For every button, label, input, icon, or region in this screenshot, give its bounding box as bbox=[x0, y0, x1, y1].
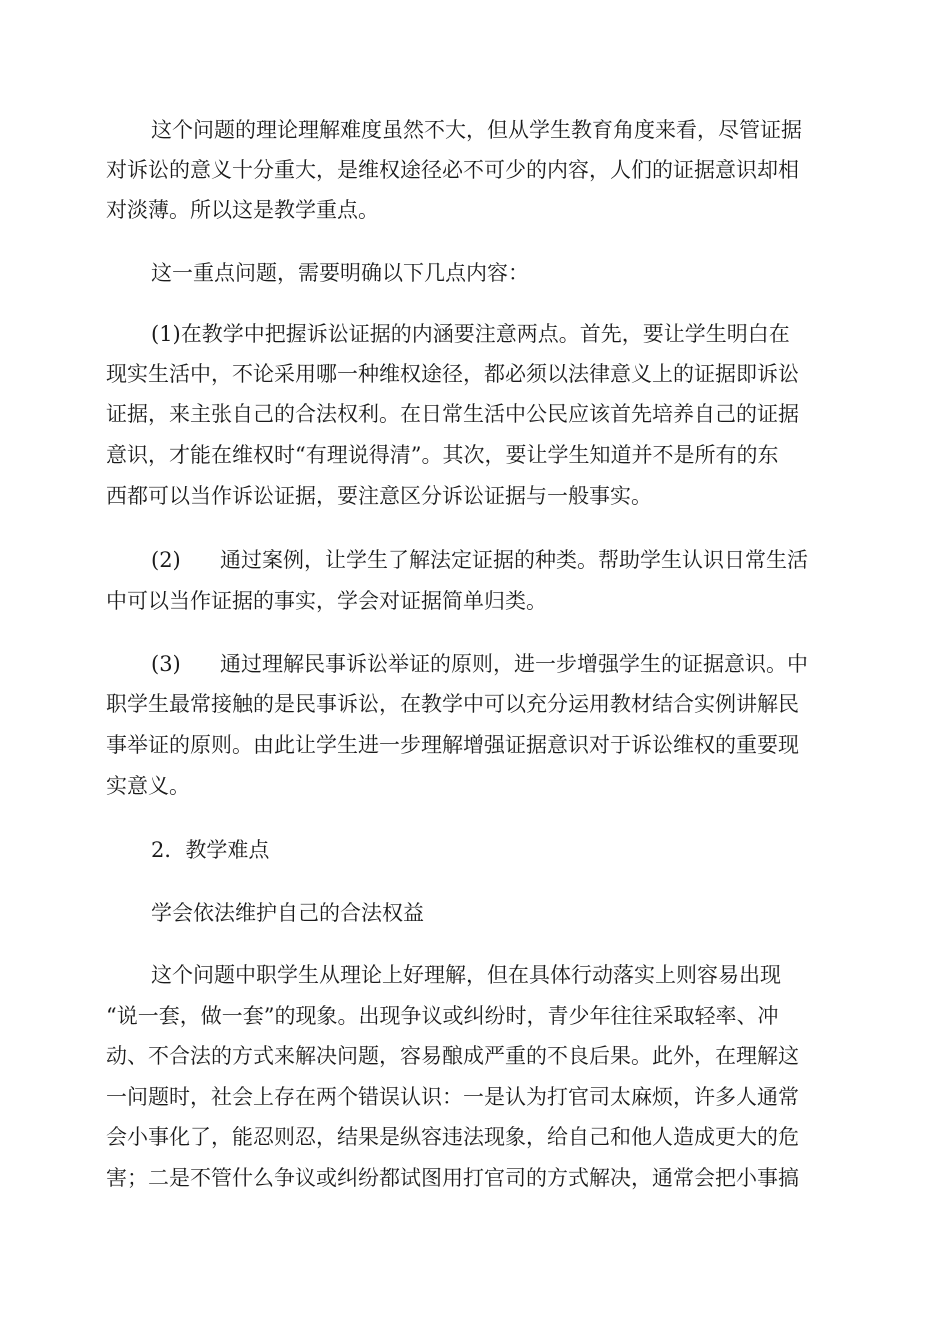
text-line: 西都可以当作诉讼证据，要注意区分诉讼证据与一般事实。 bbox=[106, 484, 652, 508]
paragraph-1-line-1 bbox=[0, 110, 950, 150]
text-line: 这一重点问题，需要明确以下几点内容： bbox=[151, 261, 529, 285]
paragraph-3-line-5 bbox=[0, 476, 950, 516]
paragraph-1-line-2 bbox=[0, 150, 950, 190]
text-line: 通过案例，让学生了解法定证据的种类。帮助学生认识日常生活 bbox=[220, 548, 808, 572]
paragraph-3-line-4 bbox=[0, 435, 950, 475]
section-heading bbox=[0, 830, 950, 870]
paragraph-6-line-2 bbox=[0, 996, 950, 1036]
paragraph-3-line-1 bbox=[0, 314, 950, 354]
paragraph-3-line-2 bbox=[0, 354, 950, 394]
paragraph-1-line-3 bbox=[0, 190, 950, 230]
text-line: 中可以当作证据的事实，学会对证据简单归类。 bbox=[106, 589, 547, 613]
text-line: 这个问题中职学生从理论上好理解，但在具体行动落实上则容易出现 bbox=[151, 963, 781, 987]
paragraph-6-line-5 bbox=[0, 1117, 950, 1157]
text-line: 会小事化了，能忍则忍，结果是纵容违法现象，给自己和他人造成更大的危 bbox=[106, 1125, 799, 1149]
section-subheading bbox=[0, 893, 950, 933]
text-line: 职学生最常接触的是民事诉讼，在教学中可以充分运用教材结合实例讲解民 bbox=[106, 692, 799, 716]
text-line: 事举证的原则。由此让学生进一步理解增强证据意识对于诉讼维权的重要现 bbox=[106, 733, 799, 757]
text-line: 通过理解民事诉讼举证的原则，进一步增强学生的证据意识。中 bbox=[220, 652, 808, 676]
heading-text: 2．教学难点 bbox=[151, 838, 270, 862]
paragraph-2 bbox=[0, 253, 950, 293]
text-line: (1)在教学中把握诉讼证据的内涵要注意两点。首先，要让学生明白在 bbox=[151, 322, 790, 346]
subheading-text: 学会依法维护自己的合法权益 bbox=[151, 901, 424, 925]
paragraph-5-line-3 bbox=[0, 725, 950, 765]
paragraph-4-line-2 bbox=[0, 581, 950, 621]
paragraph-6-line-3 bbox=[0, 1036, 950, 1076]
paragraph-4-line-1 bbox=[0, 540, 950, 580]
paragraph-6-line-4 bbox=[0, 1077, 950, 1117]
text-line: 动、不合法的方式来解决问题，容易酿成严重的不良后果。此外，在理解这 bbox=[106, 1044, 799, 1068]
text-line: 实意义。 bbox=[106, 774, 190, 798]
text-line: 害；二是不管什么争议或纠纷都试图用打官司的方式解决，通常会把小事搞 bbox=[106, 1166, 799, 1190]
paragraph-3-line-3 bbox=[0, 394, 950, 434]
text-line: 证据，来主张自己的合法权利。在日常生活中公民应该首先培养自己的证据 bbox=[106, 402, 799, 426]
paragraph-5-line-4 bbox=[0, 766, 950, 806]
paragraph-6-line-1 bbox=[0, 955, 950, 995]
list-number: (3) bbox=[151, 652, 181, 676]
paragraph-6-line-6 bbox=[0, 1158, 950, 1198]
text-line: 意识，才能在维权时“有理说得清”。其次，要让学生知道并不是所有的东 bbox=[106, 443, 779, 467]
text-line: 一问题时，社会上存在两个错误认识：一是认为打官司太麻烦，许多人通常 bbox=[106, 1085, 799, 1109]
text-line: 对淡薄。所以这是教学重点。 bbox=[106, 198, 379, 222]
paragraph-5-line-1 bbox=[0, 644, 950, 684]
paragraph-5-line-2 bbox=[0, 684, 950, 724]
text-line: 现实生活中，不论采用哪一种维权途径，都必须以法律意义上的证据即诉讼 bbox=[106, 362, 799, 386]
text-line: 对诉讼的意义十分重大，是维权途径必不可少的内容，人们的证据意识却相 bbox=[106, 158, 799, 182]
text-line: 这个问题的理论理解难度虽然不大，但从学生教育角度来看，尽管证据 bbox=[151, 118, 802, 142]
text-line: “说一套，做一套”的现象。出现争议或纠纷时，青少年往往采取轻率、冲 bbox=[106, 1004, 779, 1028]
list-number: (2) bbox=[151, 548, 181, 572]
